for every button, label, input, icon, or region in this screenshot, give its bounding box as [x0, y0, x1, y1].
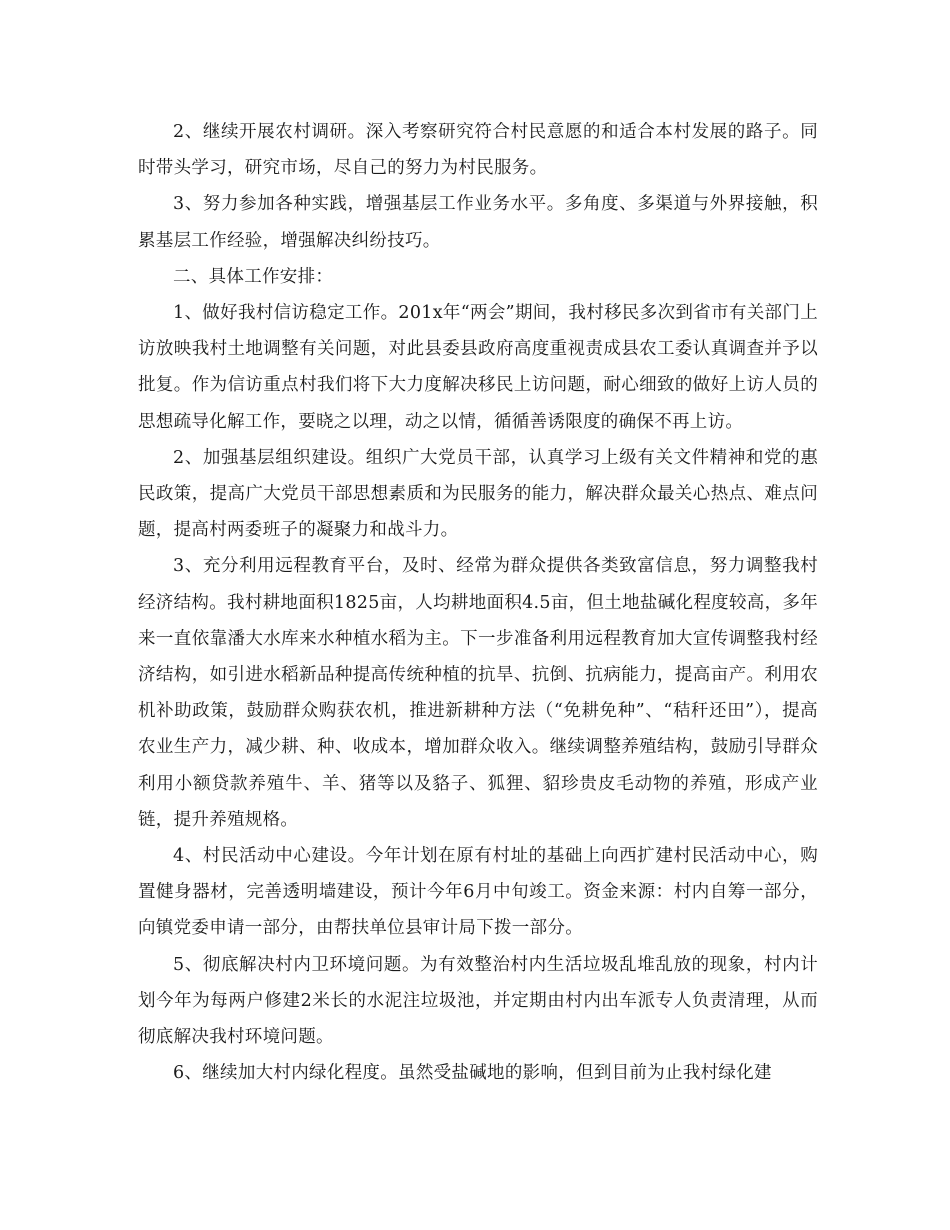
paragraph-research: 2、继续开展农村调研。深入考察研究符合村民意愿的和适合本村发展的路子。同时带头学习，研究市场，尽自己的努力为村民服务。 — [138, 122, 818, 179]
document-body — [138, 114, 818, 1091]
paragraph-greening: 6、继续加大村内绿化程度。虽然受盐碱地的影响，但到目前为止我村绿化建 — [173, 1063, 772, 1084]
section-heading-work-arrangement: 二、具体工作安排： — [173, 266, 334, 287]
paragraph-organization-building: 2、加强基层组织建设。组织广大党员干部，认真学习上级有关文件精神和党的惠民政策，提高广大党员干部思想素质和为民服务的能力，解决群众最关心热点、难点问题，提高村两委班子的凝聚力和战斗力。 — [138, 447, 818, 541]
paragraph-petition-stability: 1、做好我村信访稳定工作。201x年“两会”期间，我村移民多次到省市有关部门上访放映我村土地调整有关问题，对此县委县政府高度重视责成县农工委认真调查并予以批复。作为信访重点村我们将下大力度解决移民上访问题，耐心细致的做好上访人员的思想疏导化解工作，要晓之以理，动之以情，循循善诱限度的确保不再上访。 — [138, 303, 818, 432]
paragraph-activity-center: 4、村民活动中心建设。今年计划在原有村址的基础上向西扩建村民活动中心，购置健身器材，完善透明墙建设，预计今年6月中旬竣工。资金来源：村内自筹一部分，向镇党委申请一部分，由帮扶单位县审计局下拨一部分。 — [138, 846, 818, 939]
paragraph-practice: 3、努力参加各种实践，增强基层工作业务水平。多角度、多渠道与外界接触，积累基层工作经验，增强解决纠纷技巧。 — [138, 194, 818, 251]
paragraph-remote-education: 3、充分利用远程教育平台，及时、经常为群众提供各类致富信息，努力调整我村经济结构。我村耕地面积1825亩，人均耕地面积4.5亩，但土地盐碱化程度较高，多年来一直依靠潘大水库来水种植水稻为主。下一步准备利用远程教育加大宣传调整我村经济结构，如引进水稻新品种提高传统种植的抗旱、抗倒、抗病能力，提高亩产。利用农机补助政策，鼓励群众购获农机，推进新耕种方法（“免耕免种”、“秸秆还田”），提高农业生产力，减少耕、种、收成本，增加群众收入。继续调整养殖结构，鼓励引导群众利用小额贷款养殖牛、羊、猪等以及貉子、狐狸、貂珍贵皮毛动物的养殖，形成产业链，提升养殖规格。 — [138, 556, 818, 830]
paragraph-environment: 5、彻底解决村内卫环境问题。为有效整治村内生活垃圾乱堆乱放的现象，村内计划今年为每两户修建2米长的水泥注垃圾池，并定期由村内出车派专人负责清理，从而彻底解决我村环境问题。 — [138, 954, 818, 1048]
